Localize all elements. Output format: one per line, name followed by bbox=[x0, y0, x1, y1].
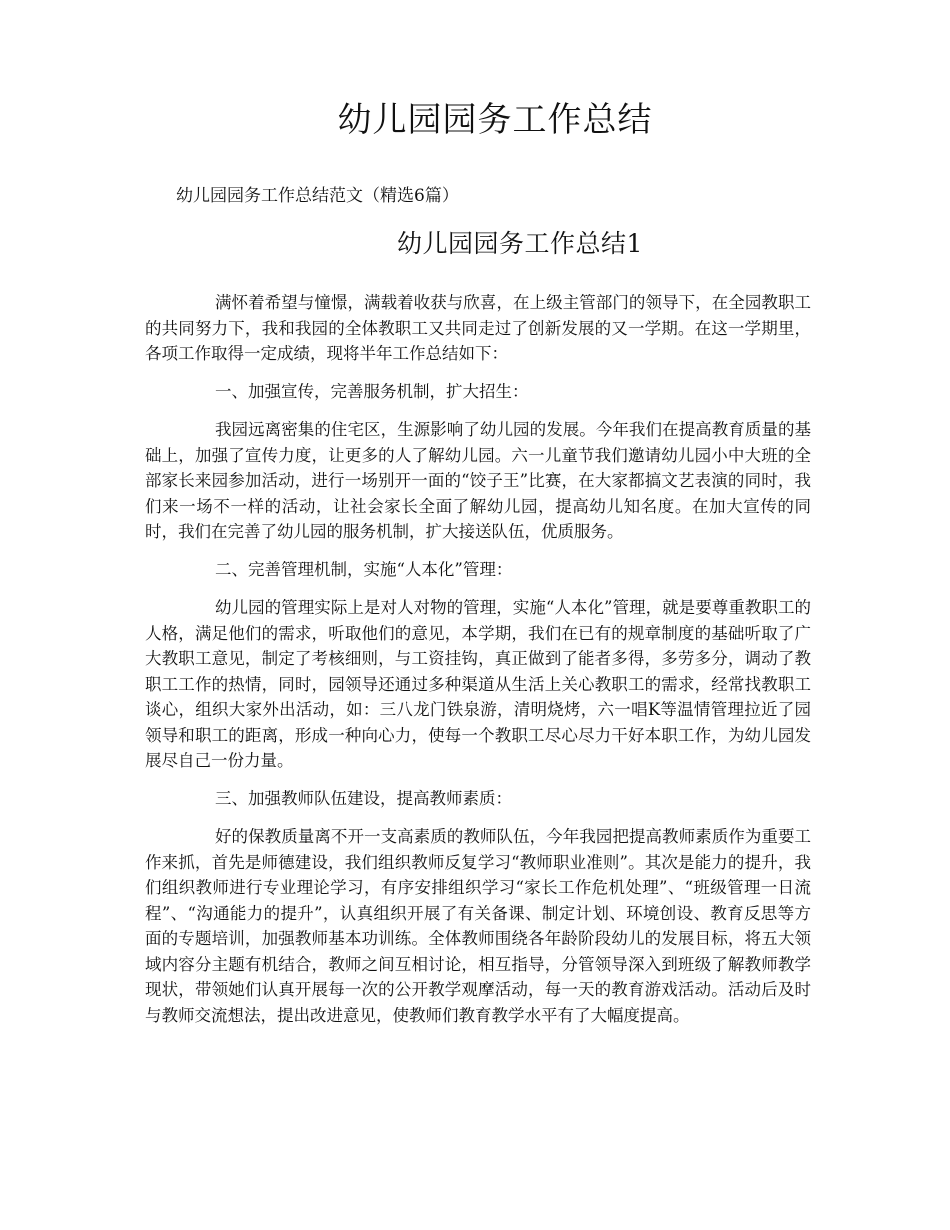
paragraph-2: 幼儿园的管理实际上是对人对物的管理，实施“人本化”管理，就是要尊重教职工的人格，满足他们的需求，听取他们的意见，本学期，我们在已有的规章制度的基础听取了广大教职工意见，制定了考核细则，与工资挂钩，真正做到了能者多得，多劳多分，调动了教职工工作的热情，同时，园领导还通过多种渠道从生活上关心教职工的需求，经常找教职工谈心，组织大家外出活动，如：三八龙门铁泉游，清明烧烤，六一唱K等温情管理拉近了园领导和职工的距离，形成一种向心力，使每一个教职工尽心尽力干好本职工作，为幼儿园发展尽自己一份力量。 bbox=[145, 598, 811, 770]
document-subtitle: 幼儿园园务工作总结范文（精选6篇） bbox=[176, 186, 459, 206]
paragraph-1: 我园远离密集的住宅区，生源影响了幼儿园的发展。今年我们在提高教育质量的基础上，加强了宣传力度，让更多的人了解幼儿园。六一儿童节我们邀请幼儿园小中大班的全部家长来园参加活动，进行一场别开一面的“饺子王”比赛，在大家都搞文艺表演的同时，我们来一场不一样的活动，让社会家长全面了解幼儿园，提高幼儿知名度。在加大宣传的同时，我们在完善了幼儿园的服务机制，扩大接送队伍，优质服务。 bbox=[145, 420, 811, 541]
intro-paragraph: 满怀着希望与憧憬，满载着收获与欣喜，在上级主管部门的领导下，在全园教职工的共同努力下，我和我园的全体教职工又共同走过了创新发展的又一学期。在这一学期里，各项工作取得一定成绩，现将半年工作总结如下： bbox=[145, 293, 811, 363]
section-heading-1: 一、加强宣传，完善服务机制，扩大招生： bbox=[215, 381, 529, 401]
section-heading-2: 二、完善管理机制，实施“人本化”管理： bbox=[215, 559, 513, 579]
paragraph-3: 好的保教质量离不开一支高素质的教师队伍，今年我园把提高教师素质作为重要工作来抓，首先是师德建设，我们组织教师反复学习“教师职业准则”。其次是能力的提升，我们组织教师进行专业理论学习，有序安排组织学习“家长工作危机处理”、“班级管理一日流程”、“沟通能力的提升”，认真组织开展了有关备课、制定计划、环境创设、教育反思等方面的专题培训，加强教师基本功训练。全体教师围绕各年龄阶段幼儿的发展目标，将五大领域内容分主题有机结合，教师之间互相讨论，相互指导，分管领导深入到班级了解教师教学现状，带领她们认真开展每一次的公开教学观摩活动，每一天的教育游戏活动。活动后及时与教师交流想法，提出改进意见，使教师们教育教学水平有了大幅度提高。 bbox=[145, 827, 811, 1025]
section-title: 幼儿园园务工作总结1 bbox=[397, 229, 643, 258]
document-body bbox=[145, 290, 811, 1040]
section-heading-3: 三、加强教师队伍建设，提高教师素质： bbox=[215, 788, 512, 808]
document-title: 幼儿园园务工作总结 bbox=[337, 100, 653, 140]
